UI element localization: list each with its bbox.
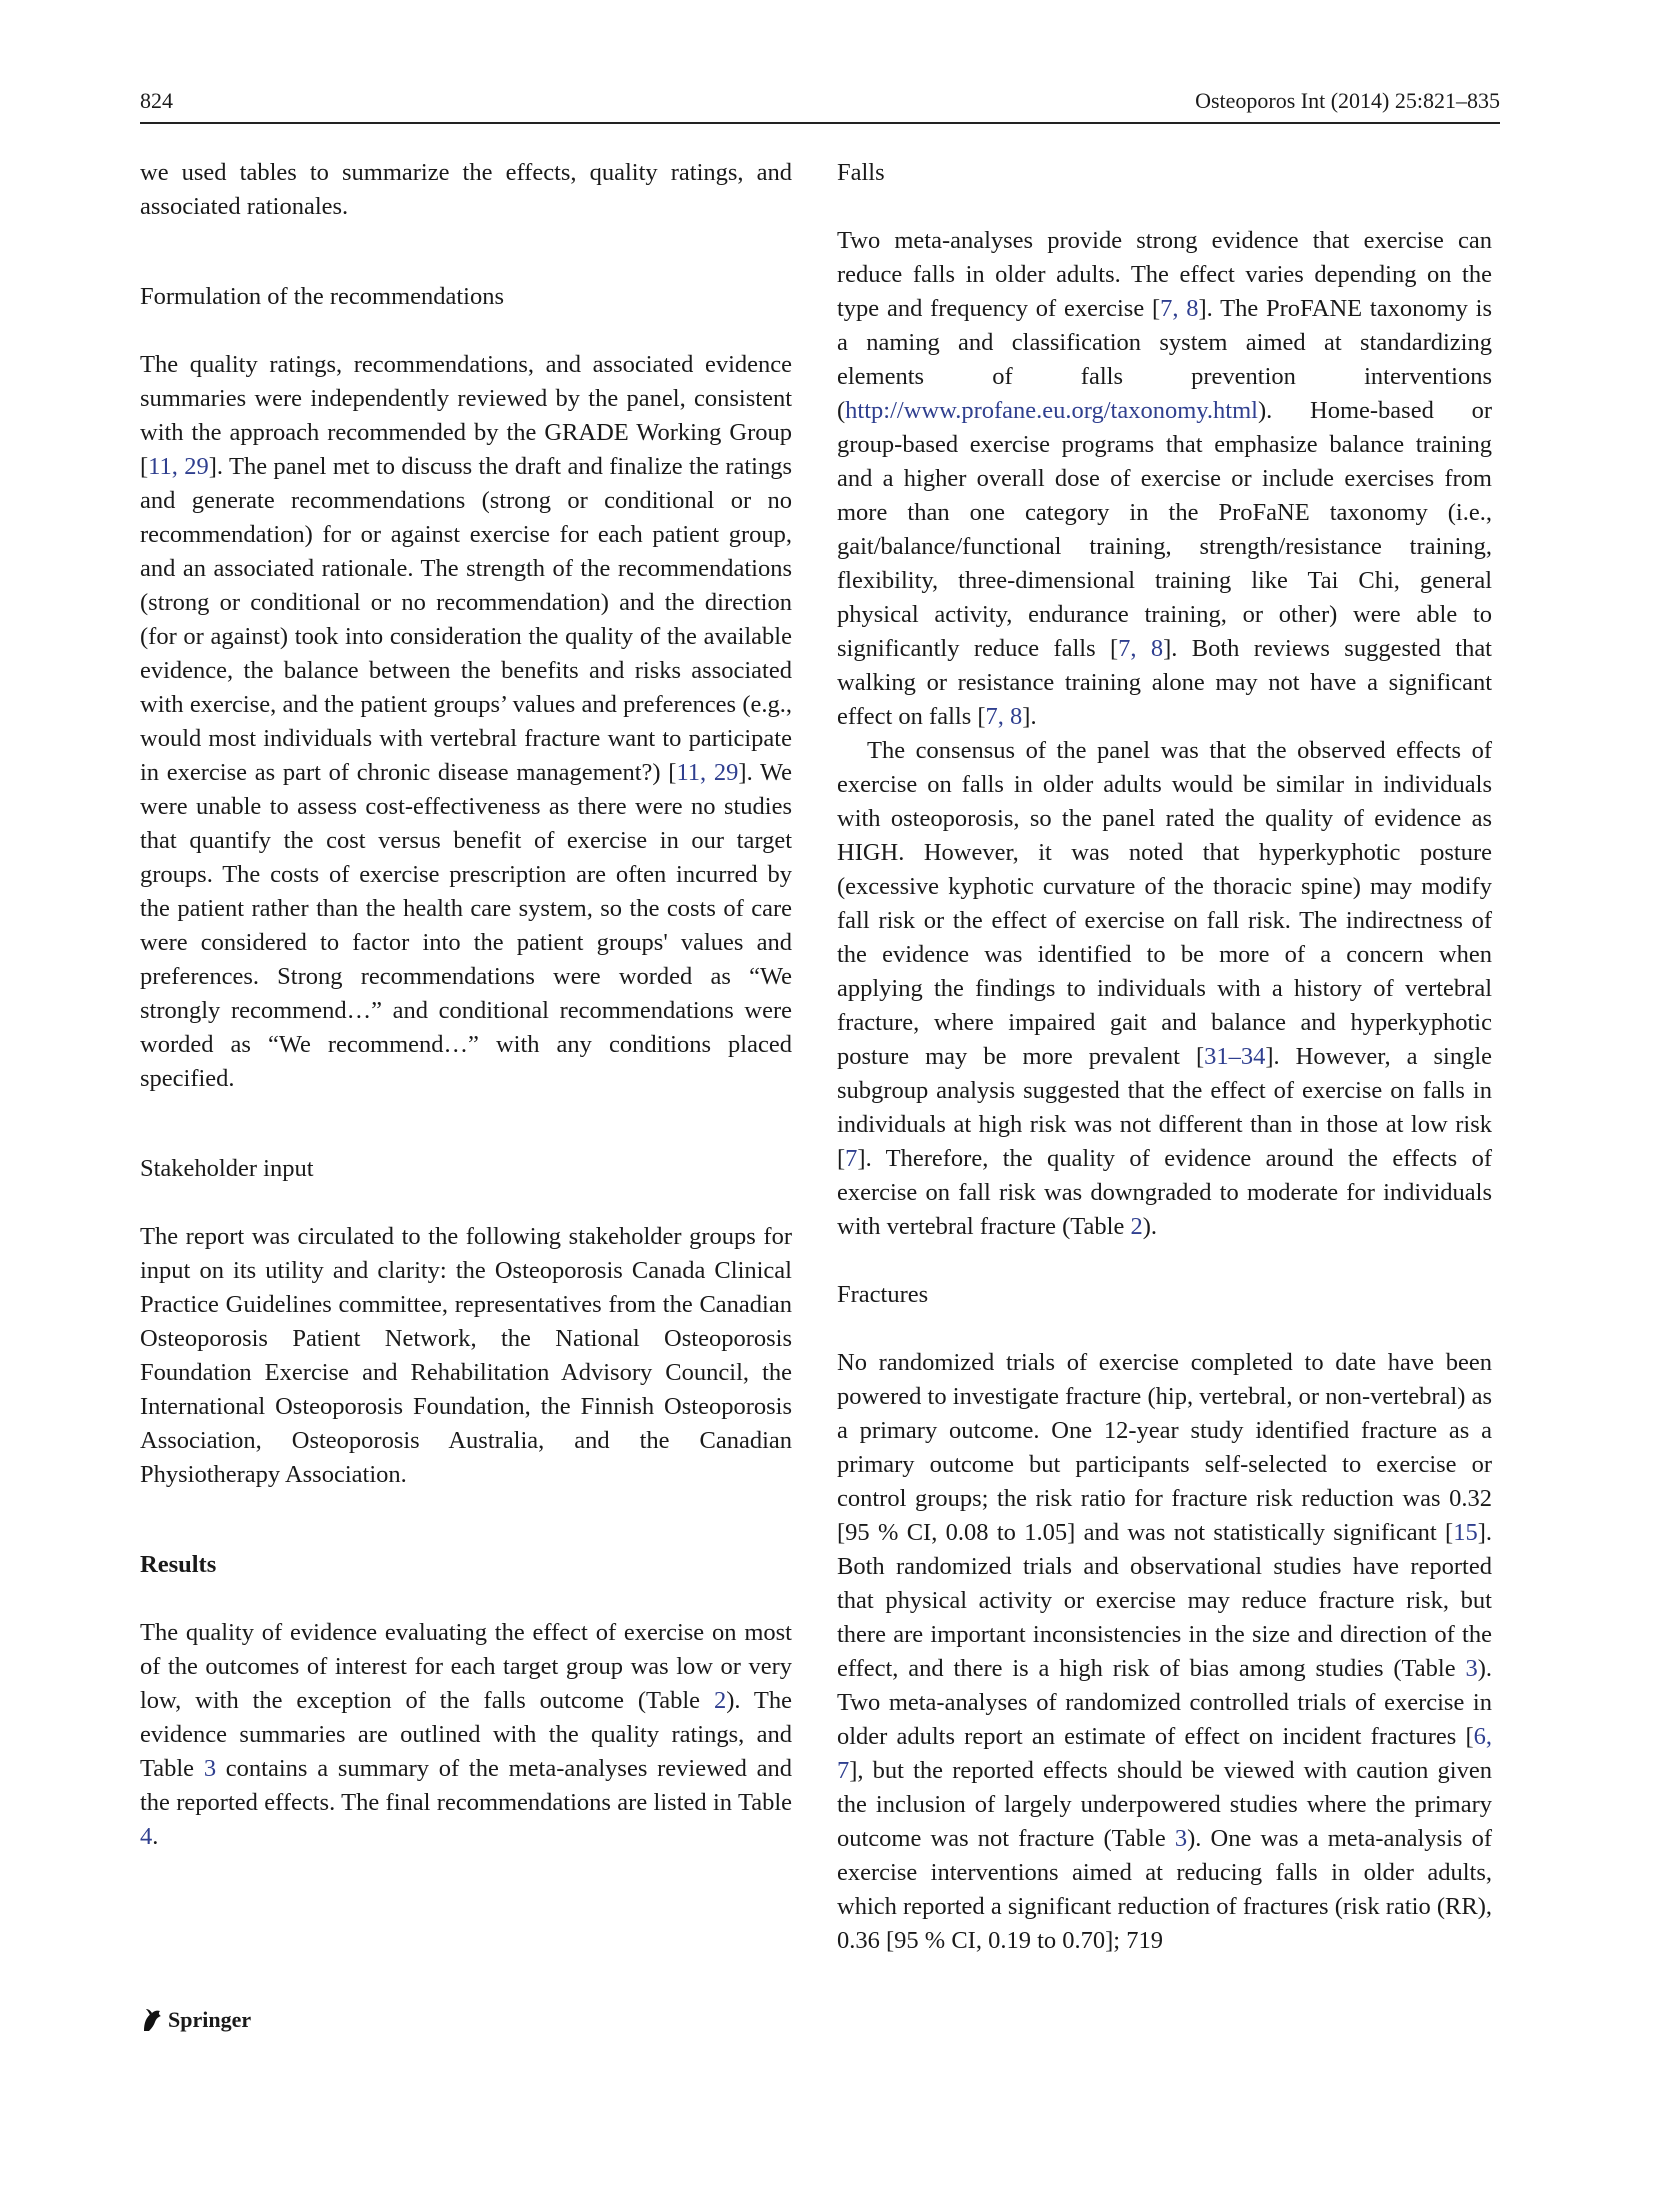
- citation-link[interactable]: 7, 8: [985, 703, 1023, 730]
- results-paragraph: The quality of evidence evaluating the effect of exercise on most of the outcomes of interest for each target group was low or very low, with the exception of the falls outcome (Table 2). The evidence summaries are outlined with the quality ratings, and Table 3 contains a summary of the meta-analyses reviewed and the reported effects. The final recommendations are listed in Table 4.: [140, 1619, 793, 1850]
- journal-citation: Osteoporos Int (2014) 25:821–835: [1195, 88, 1500, 113]
- page-number: 824: [140, 88, 173, 113]
- table-link[interactable]: 2: [1130, 1213, 1143, 1240]
- table-link[interactable]: 3: [203, 1755, 217, 1782]
- citation-link[interactable]: 7, 8: [1118, 635, 1164, 662]
- citation-link[interactable]: 6, 7: [837, 1723, 1492, 1784]
- section-heading-results: Results: [140, 1551, 217, 1578]
- intro-paragraph: we used tables to summarize the effects, quality ratings, and associated rationales.: [140, 159, 792, 220]
- section-heading-stakeholder: Stakeholder input: [140, 1155, 314, 1182]
- left-column: [140, 156, 792, 1854]
- section-heading-falls: Falls: [837, 159, 885, 186]
- formulation-paragraph: The quality ratings, recommendations, and associated evidence summaries were independently reviewed by the panel, consistent with the approach recommended by the GRADE Working Group [11, 29]. The panel met to discuss the draft and finalize the ratings and generate recommendations (strong or conditional or no recommendation) for or against exercise for each patient group, and an associated rationale. The strength of the recommendations (strong or conditional or no recommendation) and the direction (for or against) took into consideration the quality of the available evidence, the balance between the benefits and risks associated with exercise, and the patient groups’ values and preferences (e.g., would most individuals with vertebral fracture want to participate in exercise as part of chronic disease management?) [11, 29]. We were unable to assess cost-effectiveness as there were no studies that quantify the cost versus benefit of exercise in our target groups. The costs of exercise prescription are often incurred by the patient rather than the health care system, so the costs of care were considered to factor into the patient groups' values and preferences. Strong recommendations were worded as “We strongly recommend…” and conditional recommendations were worded as “We recommend…” with any conditions placed specified.: [140, 351, 793, 1092]
- citation-link[interactable]: 11, 29: [676, 759, 739, 786]
- falls-paragraph-1: Two meta-analyses provide strong evidence that exercise can reduce falls in older adults. The effect varies depending on the type and frequency of exercise [7, 8]. The ProFANE taxonomy is a naming and classification system aimed at standardizing elements of falls prevention interventions (http://www.profane.eu.org/taxonomy.html). Home-based or group-based exercise programs that emphasize balance training and a higher overall dose of exercise or include exercises from more than one category in the ProFaNE taxonomy (i.e., gait/balance/functional training, strength/resistance training, flexibility, three-dimensional training like Tai Chi, general physical activity, endurance training, or other) were able to significantly reduce falls [7, 8]. Both reviews suggested that walking or resistance training alone may not have a significant effect on falls [7, 8].: [837, 227, 1492, 730]
- section-heading-fractures: Fractures: [837, 1281, 929, 1308]
- publisher-logo-text: Springer: [168, 2007, 252, 2032]
- stakeholder-paragraph: The report was circulated to the following stakeholder groups for input on its utility and clarity: the Osteoporosis Canada Clinical Practice Guidelines committee, representatives from the Canadian Osteoporosis Patient Network, the National Osteoporosis Foundation Exercise and Rehabilitation Advisory Council, the International Osteoporosis Foundation, the Finnish Osteoporosis Association, Osteoporosis Australia, and the Canadian Physiotherapy Association.: [140, 1223, 792, 1488]
- table-link[interactable]: 4: [140, 1823, 153, 1850]
- falls-paragraph-2: The consensus of the panel was that the observed effects of exercise on falls in older adults would be similar in individuals with osteoporosis, so the panel rated the quality of evidence as HIGH. However, it was noted that hyperkyphotic posture (excessive kyphotic curvature of the thoracic spine) may modify fall risk or the effect of exercise on fall risk. The indirectness of the evidence was identified to be more of a concern when applying the findings to individuals with a history of vertebral fracture, where impaired gait and balance and hyperkyphotic posture may be more prevalent [31–34]. However, a single subgroup analysis suggested that the effect of exercise on falls in individuals at high risk was not different than in those at low risk [7]. Therefore, the quality of evidence around the effects of exercise on fall risk was downgraded to moderate for individuals with vertebral fracture (Table 2).: [837, 737, 1492, 1240]
- table-link[interactable]: 2: [713, 1687, 727, 1714]
- running-header: [140, 88, 1500, 124]
- citation-link[interactable]: 7, 8: [1160, 295, 1199, 322]
- fractures-paragraph: No randomized trials of exercise completed to date have been powered to investigate fracture (hip, vertebral, or non-vertebral) as a primary outcome. One 12-year study identified fracture as a primary outcome but participants self-selected to exercise or control groups; the risk ratio for fracture risk reduction was 0.32 [95 % CI, 0.08 to 1.05] and was not statistically significant [15]. Both randomized trials and observational studies have reported that physical activity or exercise may reduce fracture risk, but there are important inconsistencies in the size and direction of the effect, and there is a high risk of bias among studies (Table 3). Two meta-analyses of randomized controlled trials of exercise in older adults report an estimate of effect on incident fractures [6, 7], but the reported effects should be viewed with caution given the inclusion of largely underpowered studies where the primary outcome was not fracture (Table 3). One was a meta-analysis of exercise interventions aimed at reducing falls in older adults, which reported a significant reduction of fractures (risk ratio (RR), 0.36 [95 % CI, 0.19 to 0.70]; 719: [837, 1349, 1492, 1954]
- citation-link[interactable]: 7: [845, 1145, 858, 1172]
- springer-horse-icon: [140, 2007, 164, 2033]
- table-link[interactable]: 3: [1465, 1655, 1478, 1682]
- citation-link[interactable]: 15: [1453, 1519, 1478, 1546]
- publisher-footer: [140, 2004, 251, 2036]
- citation-link[interactable]: 31–34: [1204, 1043, 1266, 1070]
- citation-link[interactable]: 11, 29: [148, 453, 209, 480]
- table-link[interactable]: 3: [1174, 1825, 1188, 1852]
- right-column: [837, 156, 1492, 1958]
- section-heading-formulation: Formulation of the recommendations: [140, 283, 505, 310]
- taxonomy-url-link[interactable]: http://www.profane.eu.org/taxonomy.html: [845, 397, 1258, 424]
